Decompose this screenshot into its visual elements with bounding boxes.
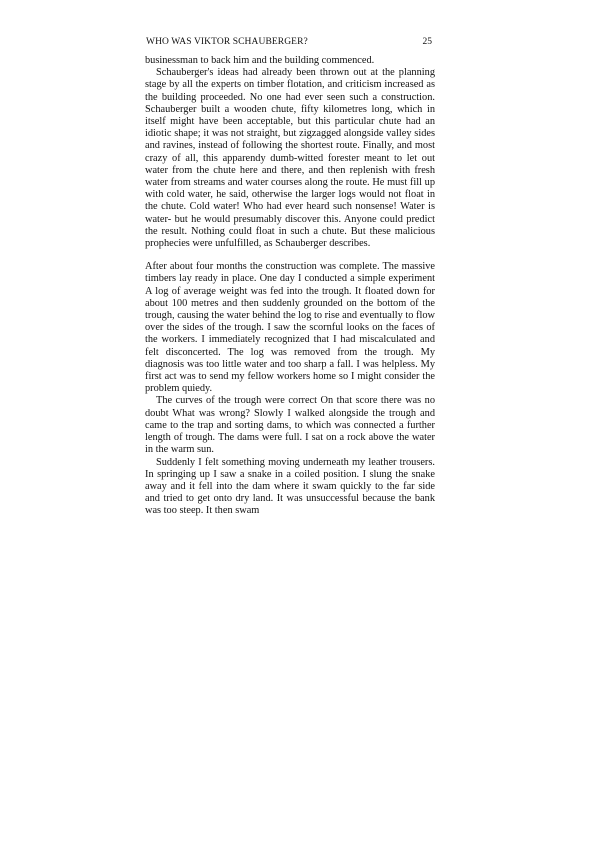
paragraph-continuation: businessman to back him and the building commenced. [145, 55, 375, 66]
running-header [146, 37, 432, 51]
paragraph-snake: Suddenly I felt something moving underneath my leather trousers. In springing up I saw a snake in a coiled position. I slung the snake away and it fell into the dam where it swam quickly to the far side and tried to get onto dry land. It was unsuccessful because the bank was too steep. It then swam [145, 456, 435, 517]
body-text [145, 55, 435, 518]
paragraph-critics: Schauberger's ideas had already been thrown out at the planning stage by all the experts on timber flotation, and criticism increased as the building proceeded. No one had ever seen such a construction. Schauberger built a wooden chute, fifty kilometres long, which in itself might have been acceptable, but this particular chute had an idiotic shape; it was not straight, but zigzagged alongside valley sides and ravines, instead of following the shortest route. Finally, and most crazy of all, this apparendy dumb-witted forester meant to let out water from the chute here and there, and then replenish with fresh water from streams and water courses along the route. He must fill up with cold water, he said, otherwise the larger logs would not float in the chute. Cold water! Who had ever heard such nonsense! Water is water- but he would presumably discover this. Anyone could predict the result. Nothing could float in such a chute. But these malicious prophecies were unfulfilled, as Schauberger describes. [145, 67, 435, 250]
page-number: 25 [422, 37, 432, 47]
paragraph-experiment: After about four months the construction was complete. The massive timbers lay ready in place. One day I conducted a simple experiment A log of average weight was fed into the trough. It floated down for about 100 metres and then suddenly grounded on the bottom of the trough, causing the water behind the log to rise and eventually to flow over the sides of the trough. I saw the scornful looks on the faces of the workers. I immediately recognized that I had miscalculated and felt disconcerted. The log was removed from the trough. My diagnosis was too little water and too sharp a fall. I was helpless. My first act was to send my fellow workers home so I might consider the problem quiedy. [145, 261, 435, 395]
running-title: WHO WAS VIKTOR SCHAUBERGER? [146, 37, 308, 47]
paragraph-curves: The curves of the trough were correct On that score there was no doubt What was wrong? Slowly I walked alongside the trough and came to the trap and sorting dams, to which was connected a further length of trough. The dams were full. I sat on a rock above the water in the warm sun. [145, 395, 435, 456]
